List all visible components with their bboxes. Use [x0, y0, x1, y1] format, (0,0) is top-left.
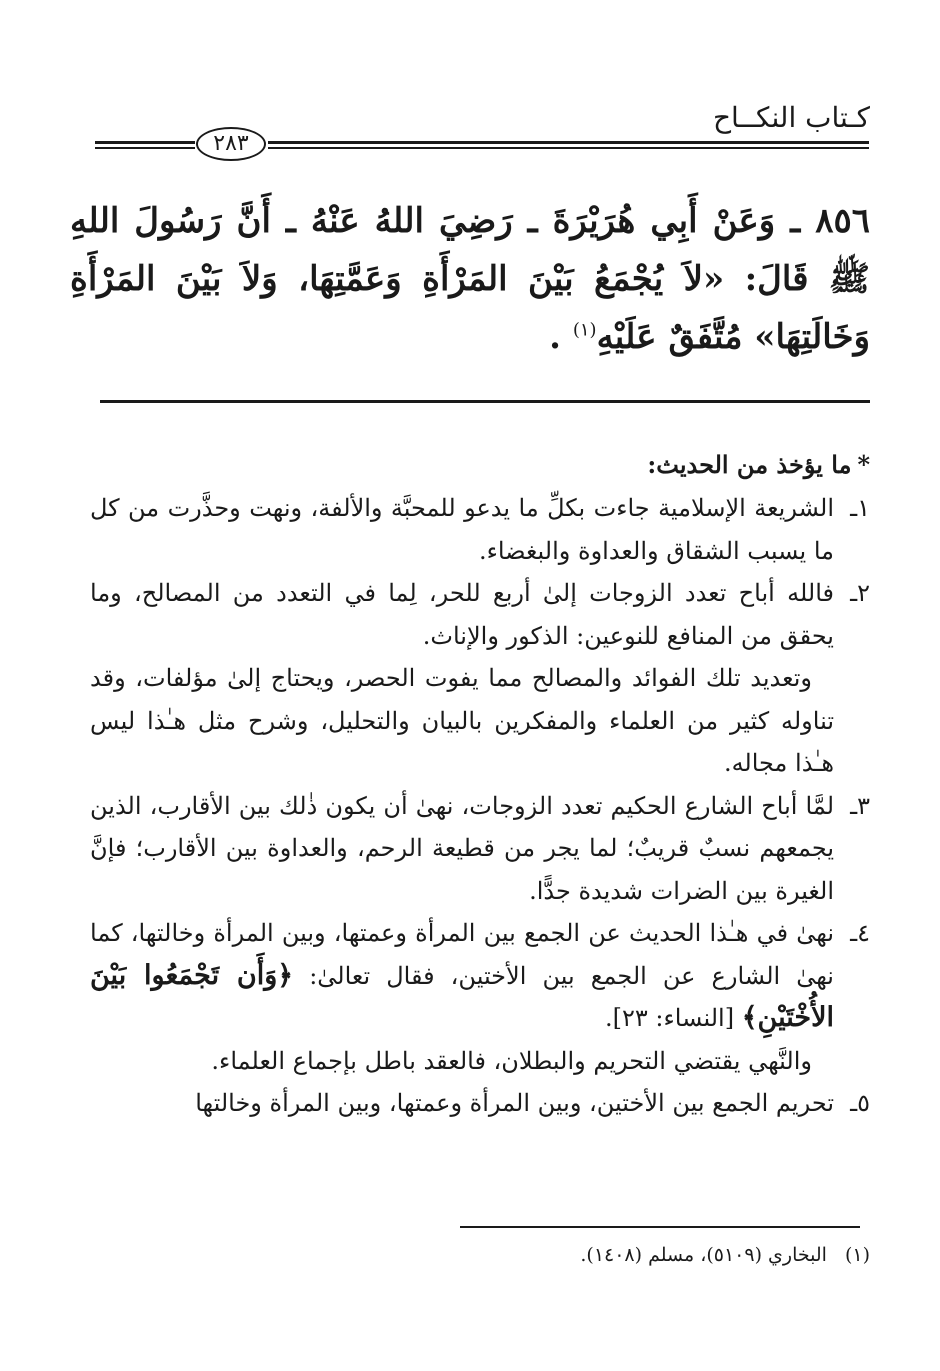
hadith-line-2: قَالَ: «لاَ يُجْمَعُ بَيْنَ المَرْأَةِ وَعَمَّتِهَا، وَلاَ بَيْنَ المَرْأَةِ وَخَالَتِهَا» مُتَّفَقٌ [70, 259, 870, 357]
lessons-section [90, 447, 870, 1125]
lesson-number: ٥ـ [850, 1089, 870, 1117]
lessons-heading-text: ما يؤخذ من الحديث: [647, 450, 852, 479]
lesson-text: لمَّا أباح الشارع الحكيم تعدد الزوجات، نهىٰ أن يكون ذٰلك بين الأقارب، الذين يجمعهم نسبٌ قريبٌ؛ لما يجر من قطيعة الرحم، والعداوة بين الأقارب؛ فإنَّ الغيرة بين الضرات شديدة جدًّا. [90, 791, 834, 905]
hadith-end-mark: . [549, 317, 561, 357]
lesson-item-3 [90, 785, 870, 913]
lesson-item-4-continuation: والنَّهي يقتضي التحريم والبطلان، فالعقد باطل بإجماع العلماء. [211, 1046, 812, 1075]
hadith-text [70, 192, 870, 366]
section-divider [100, 400, 870, 403]
star-bullet-icon: * [857, 450, 870, 479]
quran-citation: [النساء: ٢٣]. [605, 1004, 735, 1032]
lessons-heading [90, 447, 870, 483]
lesson-text: فالله أباح تعدد الزوجات إلىٰ أربع للحر، لِما في التعدد من المصالح، وما يحقق من المنافع للنوعين: الذكور والإناث. [90, 579, 834, 650]
lesson-number: ٢ـ [850, 579, 870, 607]
lesson-number: ١ـ [850, 494, 870, 522]
lesson-number: ٣ـ [850, 791, 870, 820]
hadith-line-3: عَلَيْهِ [596, 317, 657, 357]
header-rule-left [95, 141, 195, 149]
lesson-text: الشريعة الإسلامية جاءت بكلِّ ما يدعو للمحبَّة والألفة، ونهت وحذَّرت من كل ما يسبب الشقاق والعداوة والبغضاء. [90, 494, 834, 565]
lesson-number: ٤ـ [850, 919, 870, 947]
lesson-item-1 [90, 487, 870, 572]
hadith-number: ٨٥٦ ـ [790, 201, 870, 241]
header-rule-right [268, 141, 869, 149]
lesson-text: نهىٰ في هـٰذا الحديث عن الجمع بين المرأة وعمتها، وبين المرأة وخالتها، كما نهىٰ الشارع عن الجمع بين الأختين، فقال تعالىٰ: [90, 919, 834, 990]
lesson-item-2 [90, 572, 870, 657]
footnote-1 [580, 1240, 870, 1270]
footnote-reference: (١) [572, 319, 597, 341]
page-number-badge: ٢٨٣ [196, 127, 266, 161]
running-header-title: كـتاب النكــاح [712, 101, 870, 134]
footnote-text: البخاري (٥١٠٩)، مسلم (١٤٠٨). [580, 1244, 827, 1266]
footnote-marker: (١) [844, 1244, 870, 1266]
quran-verse: ﴿وَأَن تَجْمَعُوا بَيْنَ الأُخْتَيْنِ﴾ [90, 959, 834, 1033]
footnote-rule [460, 1226, 860, 1228]
hadith-line-1: وَعَنْ أَبِي هُرَيْرَةَ ـ رَضِيَ اللهُ عَنْهُ ـ أَنَّ رَسُولَ اللهِ ﷺ [70, 201, 870, 299]
lesson-item-2-continuation: وتعديد تلك الفوائد والمصالح مما يفوت الحصر، ويحتاج إلىٰ مؤلفات، وقد تناوله كثير من العلماء والمفكرين بالبيان والتحليل، وشرح مثل هـٰذا ليس هـٰذا مجاله. [90, 664, 835, 777]
lesson-item-5 [90, 1082, 870, 1125]
lesson-item-4 [90, 912, 870, 1040]
lesson-text: تحريم الجمع بين الأختين، وبين المرأة وعمتها، وبين المرأة وخالتها [195, 1089, 834, 1117]
